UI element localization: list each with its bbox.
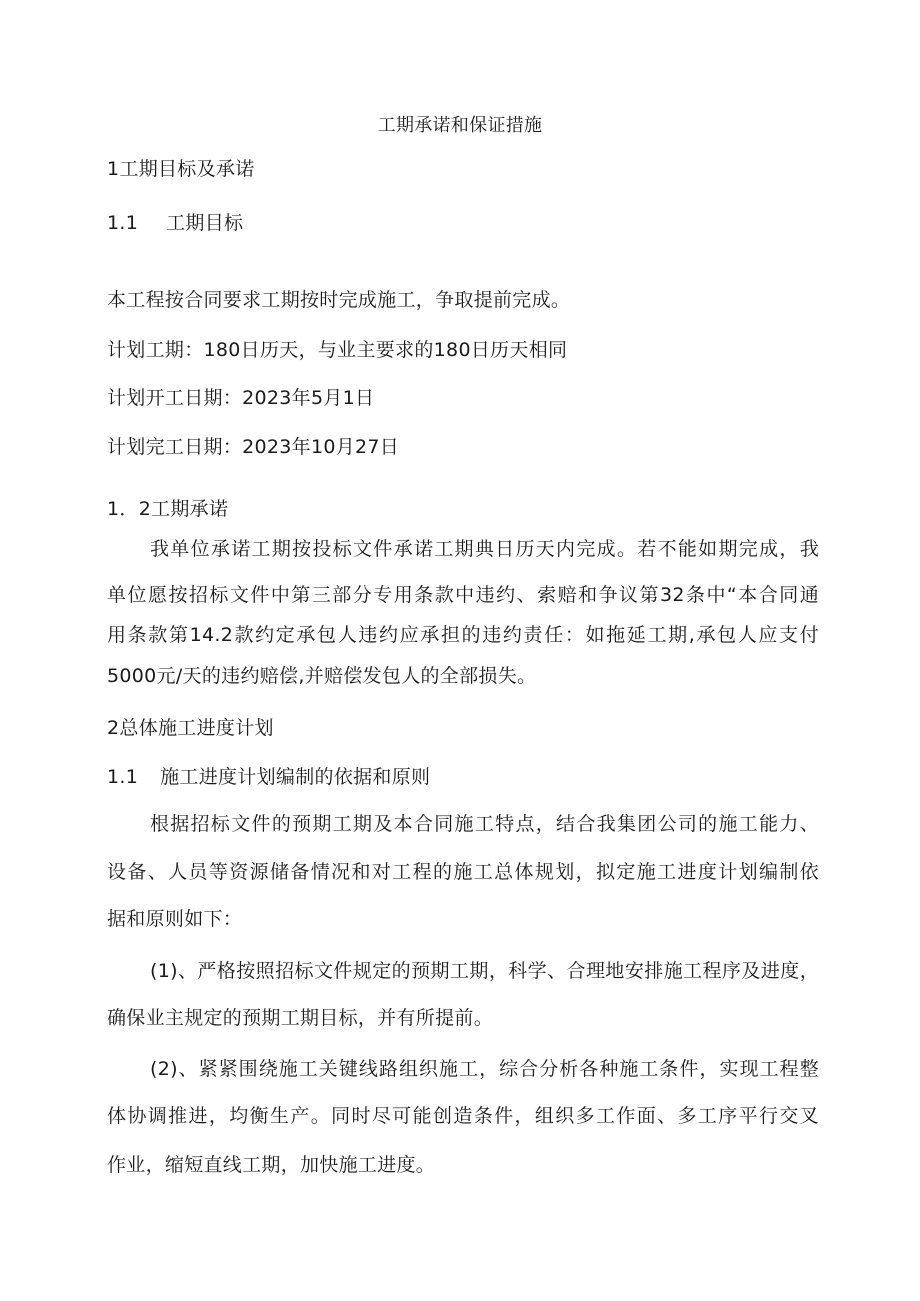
section-2-1-title: 施工进度计划编制的依据和原则	[160, 766, 431, 788]
commitment-line-3: 用条款第14.2款约定承包人违约应承担的违约责任：如拖延工期,承包人应支付	[107, 624, 819, 646]
basis-line-1: 根据招标文件的预期工期及本合同施工特点，结合我集团公司的施工能力、	[150, 813, 819, 835]
plan-duration-line: 计划工期：180日历天，与业主要求的180日历天相同	[107, 339, 568, 361]
section-1-1-heading	[107, 211, 243, 235]
section-2-heading: 2总体施工进度计划	[107, 717, 274, 739]
document-title: 工期承诺和保证措施	[377, 115, 543, 136]
commitment-line-4: 5000元/天的违约赔偿,并赔偿发包人的全部损失。	[107, 665, 537, 687]
section-1-2-heading: 1．2工期承诺	[107, 498, 229, 520]
item-1-line-1: (1)、严格按照招标文件规定的预期工期，科学、合理地安排施工程序及进度，	[150, 960, 819, 982]
commitment-line-1: 我单位承诺工期按投标文件承诺工期典日历天内完成。若不能如期完成，我	[150, 538, 819, 560]
basis-line-2: 设备、人员等资源储备情况和对工程的施工总体规划，拟定施工进度计划编制依	[107, 861, 819, 883]
section-1-heading: 1工期目标及承诺	[107, 158, 255, 180]
section-2-1-heading	[107, 765, 430, 789]
item-1-line-2: 确保业主规定的预期工期目标，并有所提前。	[107, 1007, 494, 1029]
goal-paragraph: 本工程按合同要求工期按时完成施工，争取提前完成。	[107, 289, 571, 311]
item-2-line-2: 体协调推进，均衡生产。同时尽可能创造条件，组织多工作面、多工序平行交叉	[107, 1105, 819, 1127]
section-1-1-number: 1.1	[107, 212, 139, 234]
item-2-line-1: (2)、紧紧围绕施工关键线路组织施工，综合分析各种施工条件，实现工程整	[150, 1058, 819, 1080]
end-date-line: 计划完工日期：2023年10月27日	[107, 436, 400, 458]
section-2-1-number: 1.1	[107, 766, 139, 788]
section-1-1-title: 工期目标	[166, 212, 244, 234]
start-date-line: 计划开工日期：2023年5月1日	[107, 387, 375, 409]
basis-line-3: 据和原则如下：	[107, 908, 243, 930]
item-2-line-3: 作业，缩短直线工期，加快施工进度。	[107, 1154, 436, 1176]
commitment-line-2: 单位愿按招标文件中第三部分专用条款中违约、索赔和争议第32条中“本合同通	[107, 584, 819, 606]
